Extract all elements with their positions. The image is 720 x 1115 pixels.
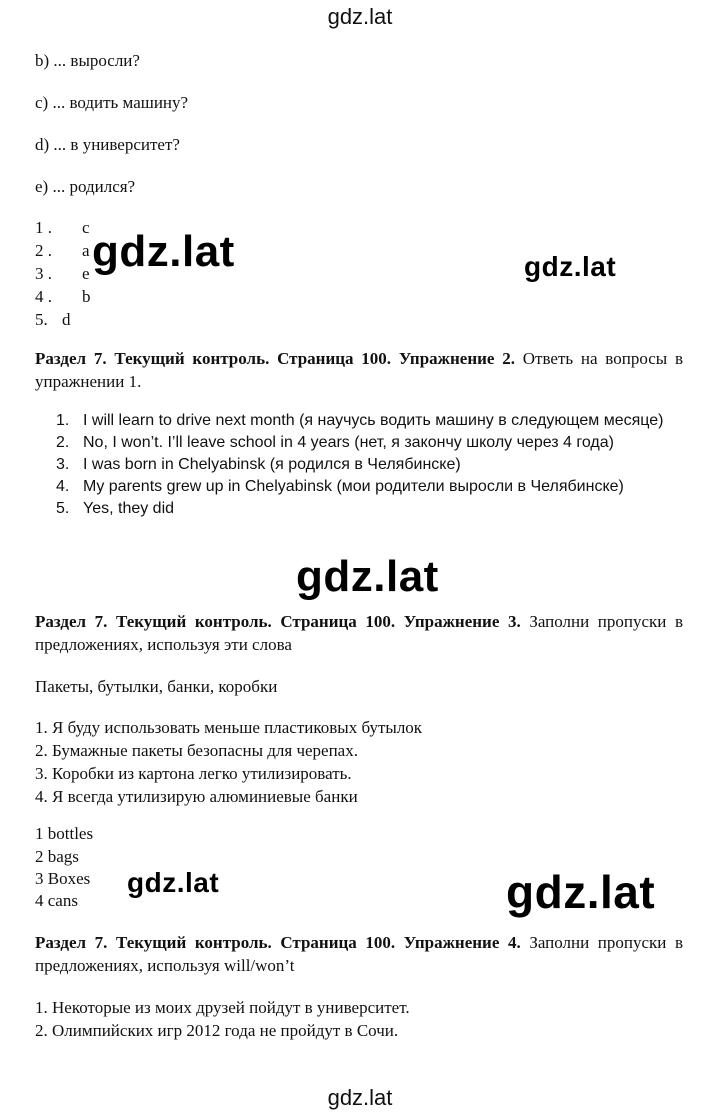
item-text: My parents grew up in Chelyabinsk (мои родители выросли в Челябинске) xyxy=(83,478,624,495)
item-number: 5. xyxy=(56,500,70,517)
question-d: d) ... в университет? xyxy=(35,135,180,154)
section-heading: Раздел 7. Текущий контроль. Страница 100. Упражнение 4. xyxy=(35,933,521,952)
watermark-top: gdz.lat xyxy=(327,4,393,29)
section-4-header xyxy=(35,931,683,977)
answer-number: 3 . xyxy=(35,264,52,283)
section-instruction: Заполни пропуски в предложениях, используя эти слова xyxy=(35,612,684,654)
word-bank: Пакеты, бутылки, банки, коробки xyxy=(35,677,278,696)
section-instruction: Ответь на вопросы в упражнении 1. xyxy=(35,349,684,391)
answer-value: a xyxy=(82,241,90,260)
answer-value: b xyxy=(82,287,91,306)
question-e: e) ... родился? xyxy=(35,177,136,196)
watermark-overlay: gdz.lat xyxy=(127,867,220,898)
sentence: 3. Коробки из картона легко утилизировать. xyxy=(35,764,352,783)
list-item xyxy=(56,476,683,498)
item-text: No, I won’t. I’ll leave school in 4 years (нет, я закончу школу через 4 года) xyxy=(83,434,614,451)
question-c: c) ... водить машину? xyxy=(35,93,189,112)
sentence: 4. Я всегда утилизирую алюминиевые банки xyxy=(35,787,358,806)
answer-line: 3 Boxes xyxy=(35,869,91,888)
item-number: 1. xyxy=(56,412,70,429)
answer-value: d xyxy=(62,310,71,329)
watermark-overlay: gdz.lat xyxy=(296,552,439,601)
answer-number: 4 . xyxy=(35,287,52,306)
answer-value: e xyxy=(82,264,90,283)
list-item xyxy=(56,432,683,454)
item-number: 2. xyxy=(56,434,70,451)
watermark-bottom: gdz.lat xyxy=(327,1085,393,1110)
answer-line: 2 bags xyxy=(35,847,79,866)
item-text: I was born in Chelyabinsk (я родился в Челябинске) xyxy=(83,456,461,473)
answer-number: 5. xyxy=(35,310,48,329)
item-number: 4. xyxy=(56,478,70,495)
answer-value: c xyxy=(82,218,90,237)
sentence: 2. Бумажные пакеты безопасны для черепах. xyxy=(35,741,358,760)
answer-list xyxy=(56,410,683,520)
answer-number: 2 . xyxy=(35,241,52,260)
sentence: 1. Некоторые из моих друзей пойдут в университет. xyxy=(35,998,410,1017)
watermark-overlay: gdz.lat xyxy=(524,251,617,282)
section-2-header xyxy=(35,347,683,393)
watermark-overlay: gdz.lat xyxy=(506,866,656,918)
answer-number: 1 . xyxy=(35,218,52,237)
item-text: I will learn to drive next month (я научусь водить машину в следующем месяце) xyxy=(83,412,664,429)
watermark-overlay: gdz.lat xyxy=(92,227,235,276)
section-3-header xyxy=(35,610,683,656)
section-heading: Раздел 7. Текущий контроль. Страница 100. Упражнение 3. xyxy=(35,612,521,631)
question-b: b) ... выросли? xyxy=(35,51,140,70)
item-number: 3. xyxy=(56,456,70,473)
sentence: 2. Олимпийских игр 2012 года не пройдут в Сочи. xyxy=(35,1021,399,1040)
answer-line: 1 bottles xyxy=(35,824,94,843)
list-item xyxy=(56,454,683,476)
answer-line: 4 cans xyxy=(35,891,78,910)
sentence: 1. Я буду использовать меньше пластиковых бутылок xyxy=(35,718,423,737)
section-heading: Раздел 7. Текущий контроль. Страница 100. Упражнение 2. xyxy=(35,349,515,368)
section-instruction: Заполни пропуски в предложениях, используя will/won’t xyxy=(35,933,684,975)
list-item xyxy=(56,498,683,520)
list-item xyxy=(56,410,683,432)
item-text: Yes, they did xyxy=(83,500,175,517)
